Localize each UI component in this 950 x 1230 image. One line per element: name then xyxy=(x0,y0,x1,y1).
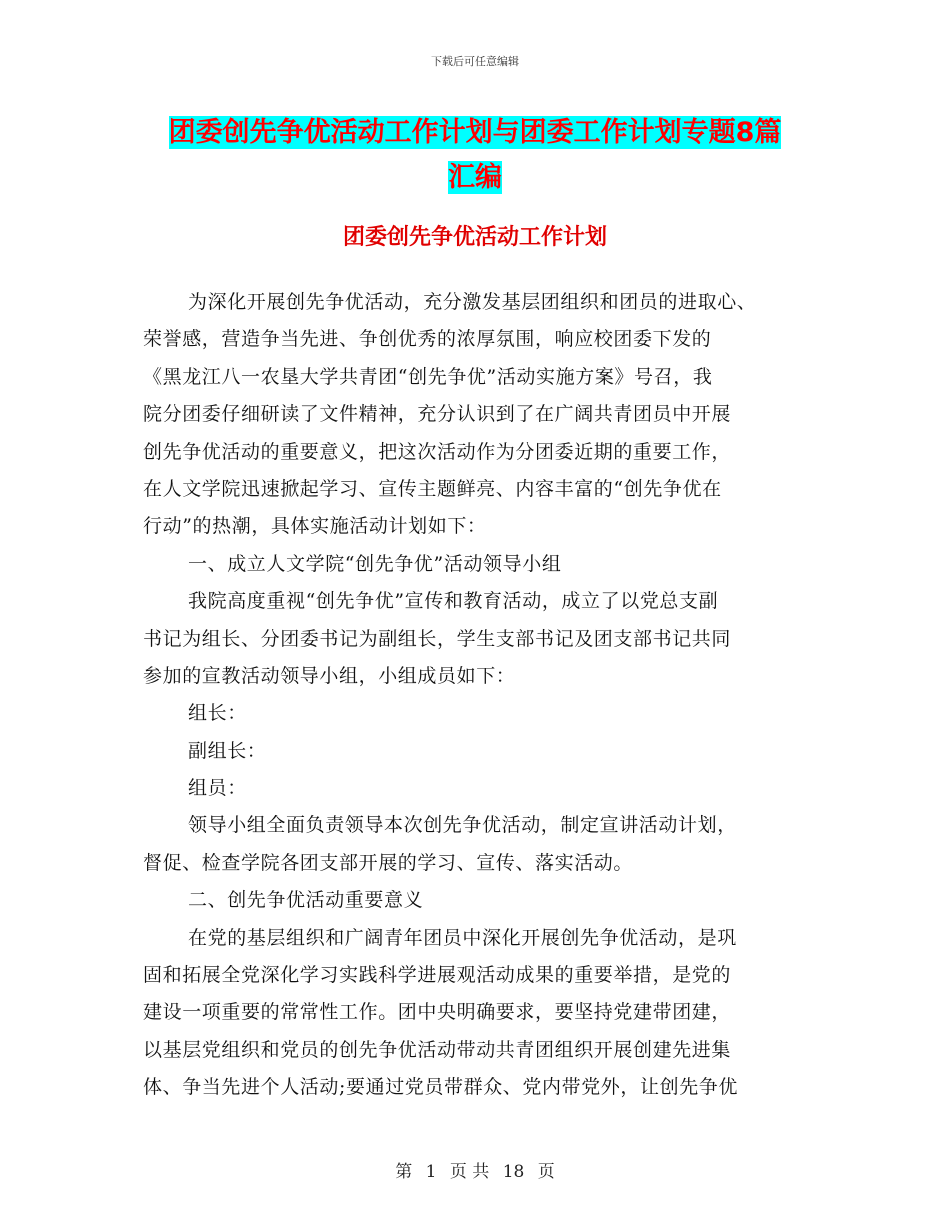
document-body xyxy=(143,284,823,1107)
section-title: 团委创先争优活动工作计划 xyxy=(342,225,607,250)
body-line: 体、争当先进个人活动;要通过党员带群众、党内带党外，让创先争优 xyxy=(143,1076,739,1099)
page-footer xyxy=(0,1157,950,1182)
footer-total-pages: 18 xyxy=(502,1162,525,1182)
body-line: 创先争优活动的重要意义，把这次活动作为分团委近期的重要工作， xyxy=(143,440,732,463)
body-line: 在党的基层组织和广阔青年团员中深化开展创先争优活动，是巩 xyxy=(188,926,737,949)
body-line: 《黑龙江八一农垦大学共青团“创先争优”活动实施方案》号召，我 xyxy=(143,365,713,388)
body-line: 我院高度重视“创先争优”宣传和教育活动，成立了以党总支副 xyxy=(188,590,719,613)
document-title-line-2 xyxy=(150,155,800,194)
body-line: 以基层党组织和党员的创先争优活动带动共青团组织开展创建先进集 xyxy=(143,1038,732,1061)
document-title-line-1 xyxy=(150,110,800,149)
body-line: 院分团委仔细研读了文件精神，充分认识到了在广阔共青团员中开展 xyxy=(143,403,732,426)
body-line: 副组长： xyxy=(188,739,267,762)
body-line: 在人文学院迅速掀起学习、宣传主题鲜亮、内容丰富的“创先争优在 xyxy=(143,477,722,500)
footer-middle: 页 共 xyxy=(449,1162,490,1182)
body-line: 领导小组全面负责领导本次创先争优活动，制定宣讲活动计划， xyxy=(188,814,737,837)
document-title-text-2: 汇编 xyxy=(448,162,502,193)
footer-prefix: 第 xyxy=(395,1162,413,1182)
document-title-text-1: 团委创先争优活动工作计划与团委工作计划专题8篇 xyxy=(168,117,782,148)
body-line: 荣誉感，营造争当先进、争创优秀的浓厚氛围，响应校团委下发的 xyxy=(143,328,712,351)
body-line: 督促、检查学院各团支部开展的学习、宣传、落实活动。 xyxy=(143,851,634,874)
body-line: 参加的宣教活动领导小组，小组成员如下： xyxy=(143,664,516,687)
footer-page-number: 1 xyxy=(425,1162,437,1182)
header-note: 下载后可任意编辑 xyxy=(431,55,519,68)
body-line: 书记为组长、分团委书记为副组长，学生支部书记及团支部书记共同 xyxy=(143,627,732,650)
body-heading: 一、成立人文学院“创先争优”活动领导小组 xyxy=(188,552,562,575)
body-line: 固和拓展全党深化学习实践科学进展观活动成果的重要举措，是党的 xyxy=(143,964,732,987)
body-line: 组员： xyxy=(188,777,247,800)
body-heading: 二、创先争优活动重要意义 xyxy=(188,889,424,912)
body-line: 为深化开展创先争优活动，充分激发基层团组织和团员的进取心、 xyxy=(188,291,757,313)
body-line: 建设一项重要的常常性工作。团中央明确要求，要坚持党建带团建， xyxy=(143,1001,732,1024)
body-line: 行动”的热潮，具体实施活动计划如下： xyxy=(143,515,487,538)
body-line: 组长： xyxy=(188,702,247,725)
footer-suffix: 页 xyxy=(537,1162,555,1182)
